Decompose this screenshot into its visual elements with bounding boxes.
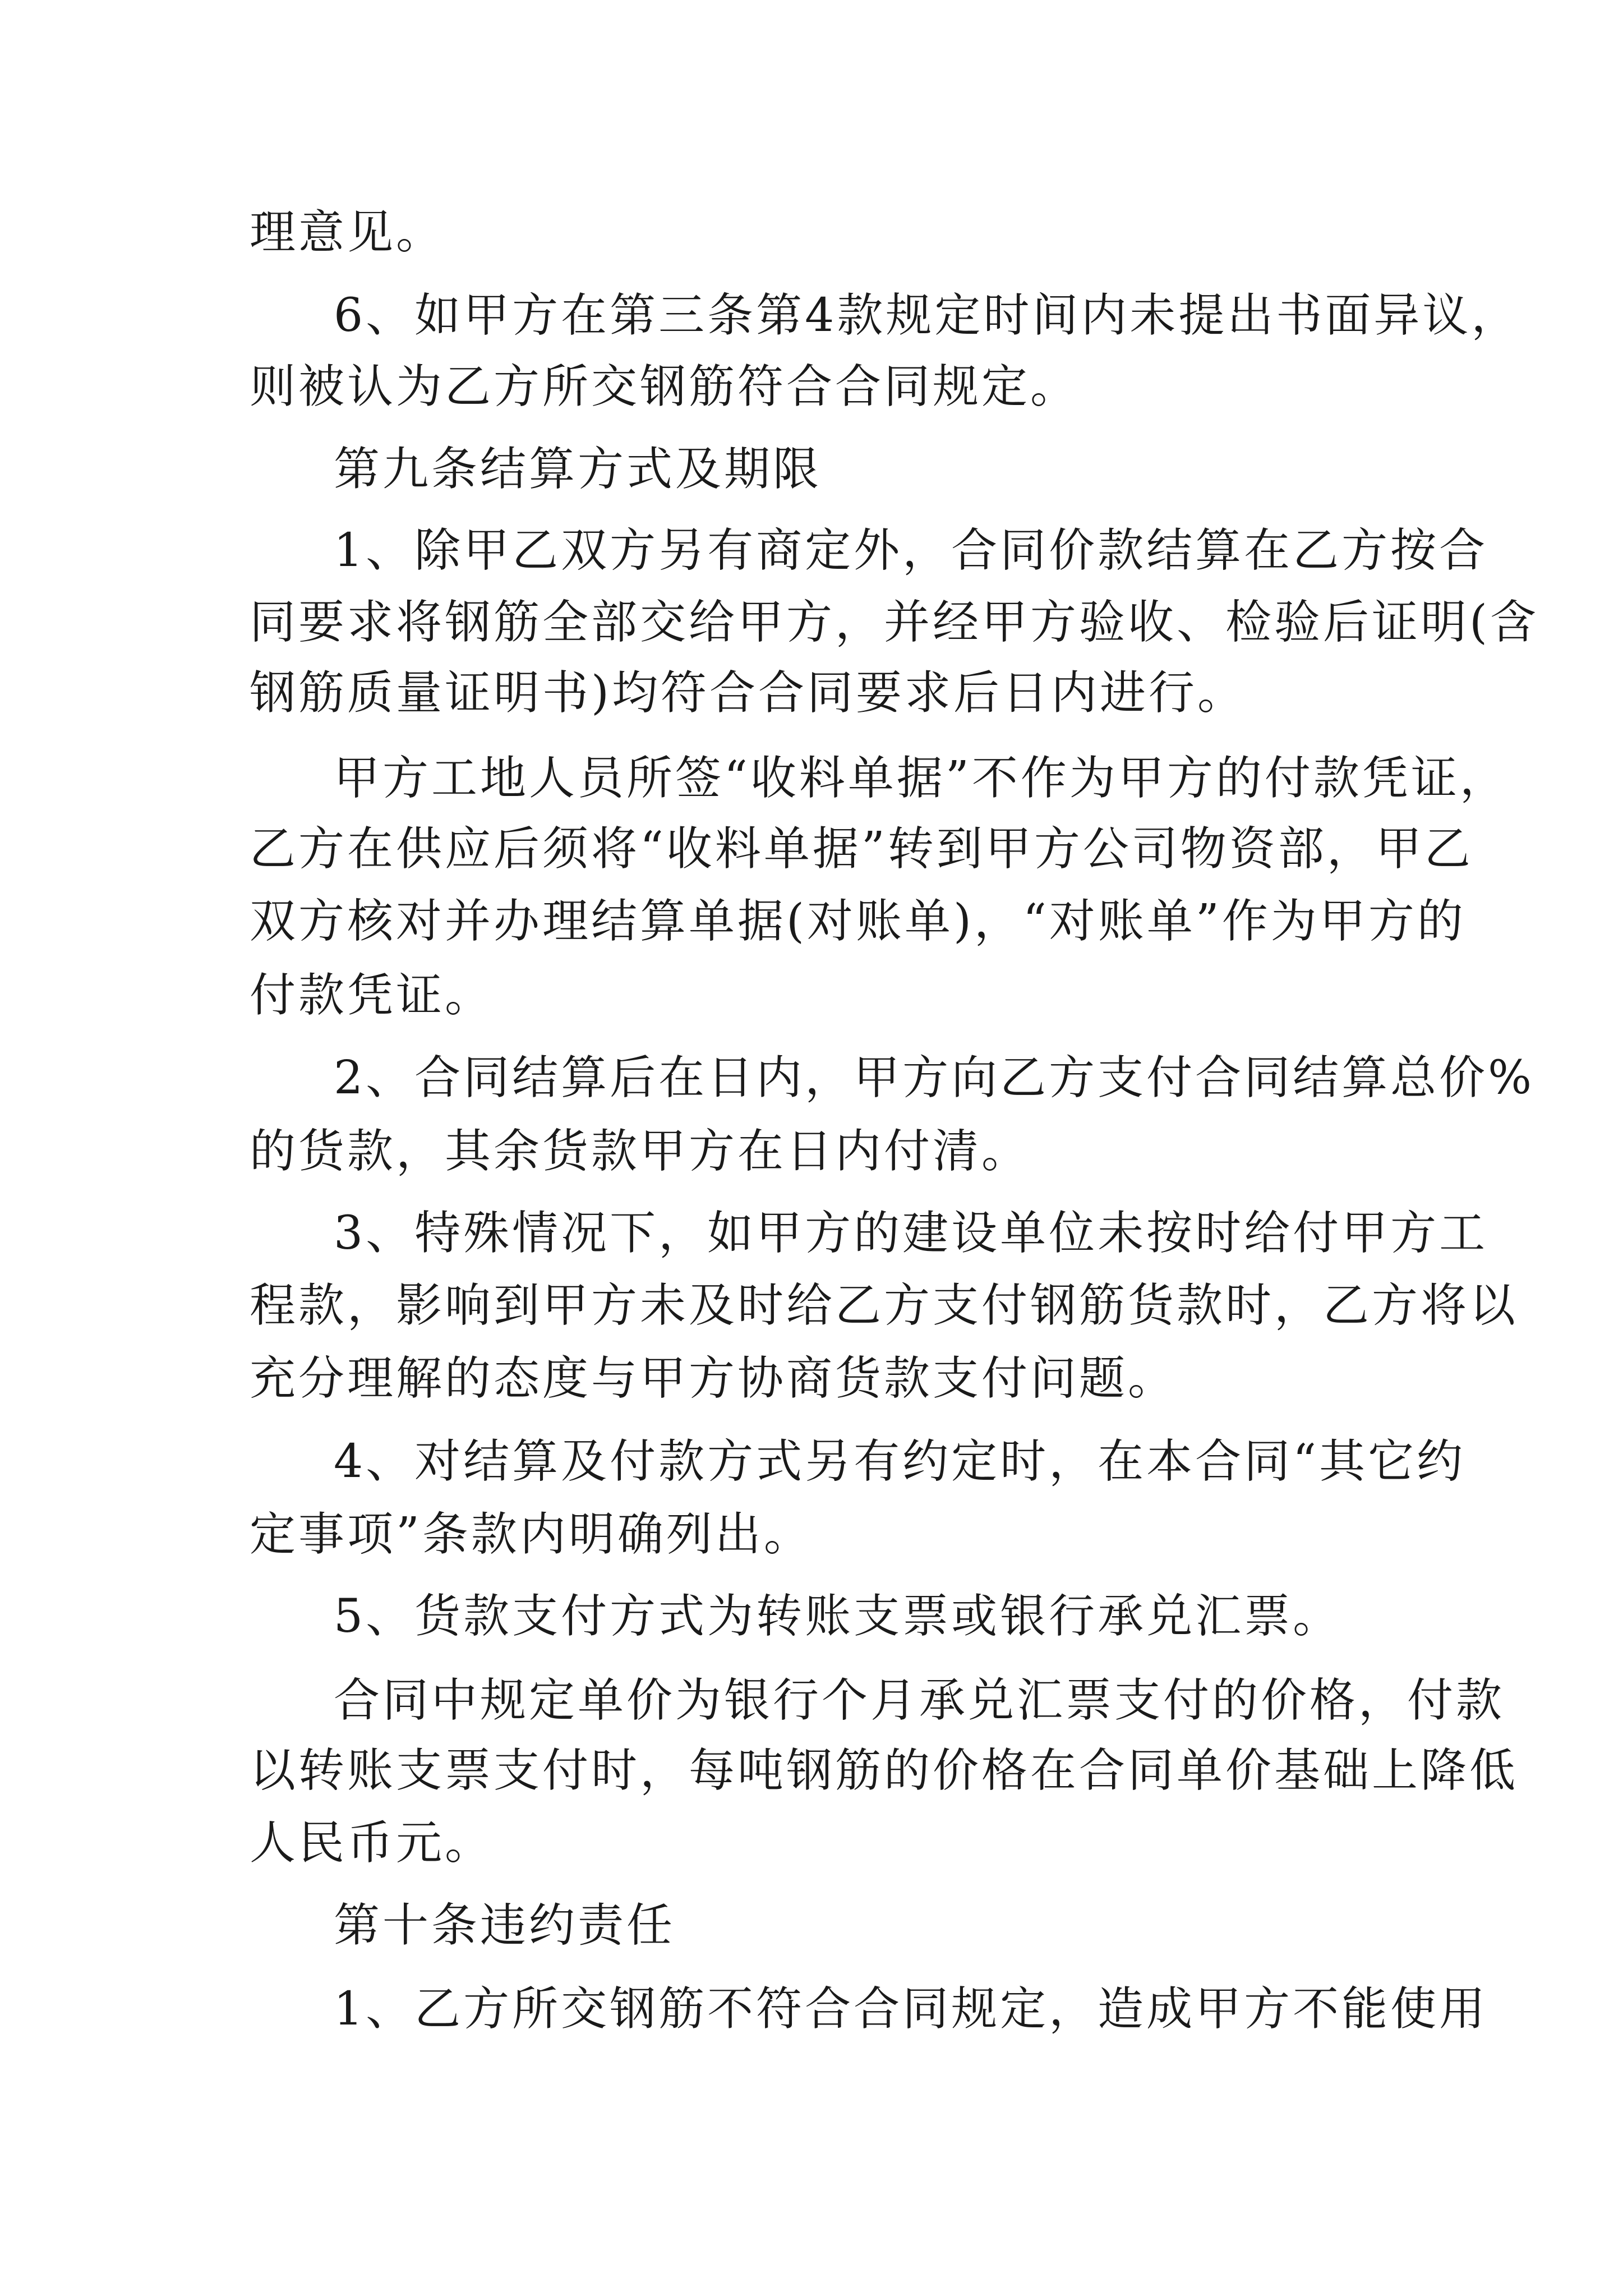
text-line: 5、货款支付方式为转账支票或银行承兑汇票。 [334, 1590, 1342, 1643]
text-line: 的货款，其余货款甲方在日内付清。 [250, 1125, 1031, 1178]
text-line: 同要求将钢筋全部交给甲方，并经甲方验收、检验后证明(含 [250, 596, 1539, 649]
text-line: 合同中规定单价为银行个月承兑汇票支付的价格，付款 [334, 1674, 1505, 1727]
text-line: 6、如甲方在第三条第4款规定时间内未提出书面异议， [334, 289, 1520, 342]
text-line: 3、特殊情况下，如甲方的建设单位未按时给付甲方工 [334, 1207, 1488, 1260]
text-line: 付款凭证。 [250, 969, 494, 1022]
section-heading: 第十条违约责任 [334, 1899, 676, 1952]
text-line: 以转账支票支付时，每吨钢筋的价格在合同单价基础上降低 [250, 1744, 1519, 1797]
text-line: 1、乙方所交钢筋不符合合同规定，造成甲方不能使用 [334, 1982, 1488, 2036]
text-line: 甲方工地人员所签“收料单据”不作为甲方的付款凭证， [334, 752, 1509, 805]
text-line: 定事项”条款内明确列出。 [250, 1508, 813, 1561]
text-line: 理意见。 [250, 206, 445, 259]
text-line: 则被认为乙方所交钢筋符合合同规定。 [250, 360, 1080, 413]
text-line: 程款，影响到甲方未及时给乙方支付钢筋货款时，乙方将以 [250, 1279, 1519, 1332]
text-line: 充分理解的态度与甲方协商货款支付问题。 [250, 1352, 1177, 1405]
text-line: 乙方在供应后须将“收料单据”转到甲方公司物资部，甲乙 [250, 822, 1473, 876]
text-line: 人民币元。 [250, 1816, 494, 1870]
text-line: 1、除甲乙双方另有商定外，合同价款结算在乙方按合 [334, 524, 1488, 577]
text-line: 双方核对并办理结算单据(对账单)，“对账单”作为甲方的 [250, 895, 1466, 948]
text-line: 钢筋质量证明书)均符合合同要求后日内进行。 [250, 666, 1246, 720]
text-line: 2、合同结算后在日内，甲方向乙方支付合同结算总价% [334, 1051, 1535, 1105]
section-heading: 第九条结算方式及期限 [334, 443, 822, 496]
text-line: 4、对结算及付款方式另有约定时，在本合同“其它约 [334, 1435, 1466, 1488]
